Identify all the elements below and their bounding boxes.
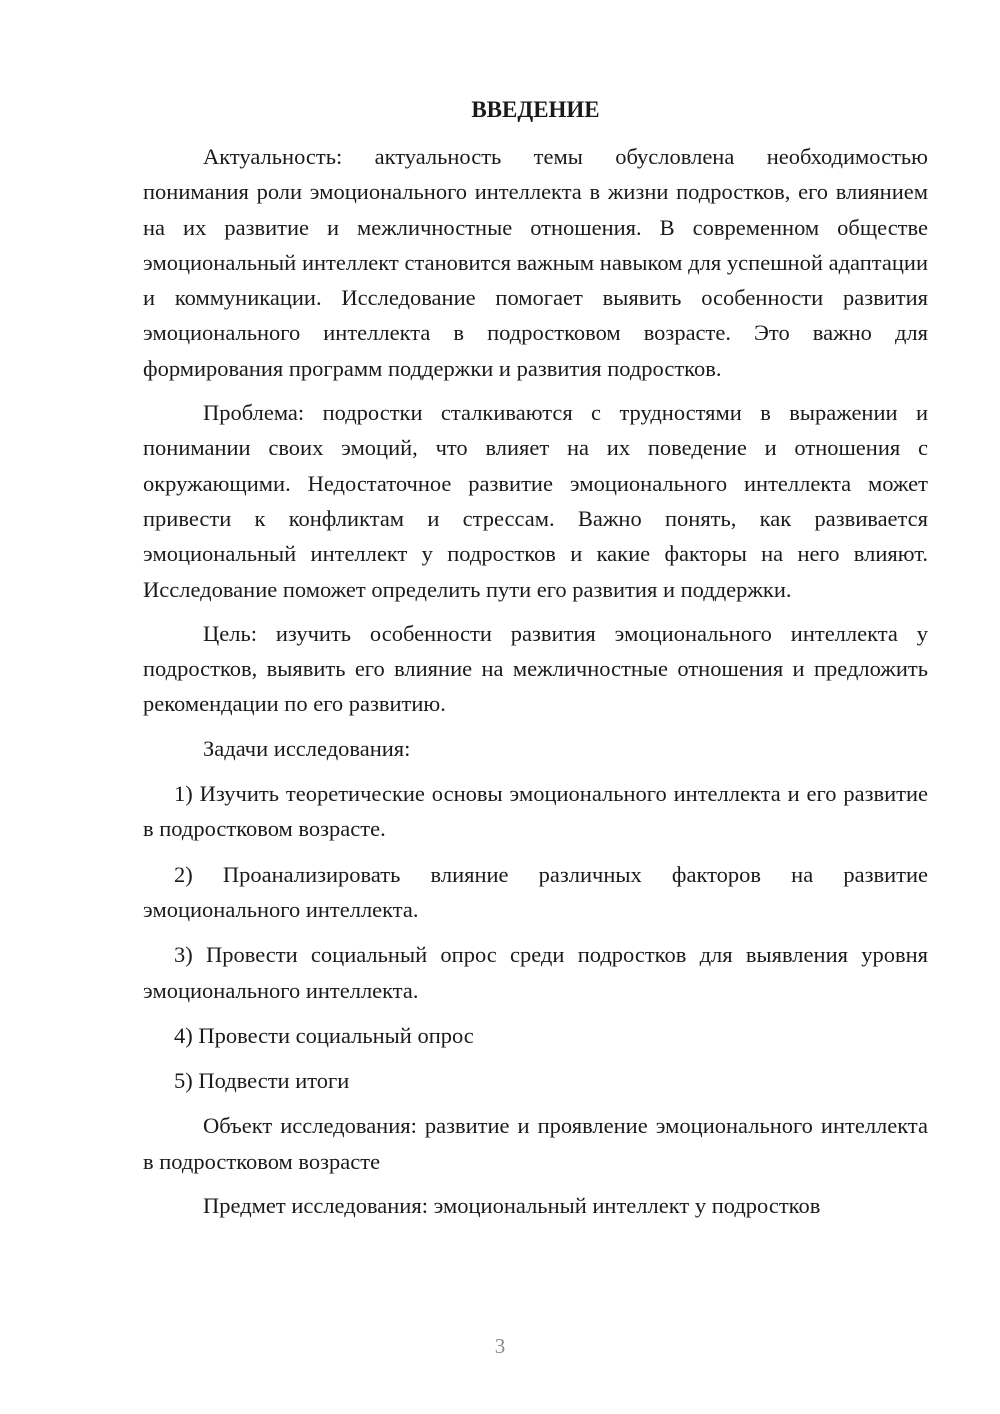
paragraph-goal: Цель: изучить особенности развития эмоционального интеллекта у подростков, выявить его влияние на межличностные отношения и предложить рекомендации по его развитию. [143, 620, 928, 717]
paragraph-relevance: Актуальность: актуальность темы обусловлена необходимостью понимания роли эмоционального интеллекта в жизни подростков, его влиянием на их развитие и межличностные отношения. В современном обществе эмоциональный интеллект становится важным навыком для успешной адаптации и коммуникации. Исследование помогает выявить особенности развития эмоционального интеллекта в подростковом возрасте. Это важно для формирования программ поддержки и развития подростков. [143, 144, 928, 381]
page-number: 3 [494, 1334, 506, 1358]
task-item-1: 1) Изучить теоретические основы эмоционального интеллекта и его развитие в подростковом возрасте. [143, 781, 928, 842]
task-item-5: 5) Подвести итоги [174, 1068, 350, 1094]
document-body [143, 95, 928, 1232]
paragraph-problem: Проблема: подростки сталкиваются с трудностями в выражении и понимании своих эмоций, что влияет на их поведение и отношения с окружающими. Недостаточное развитие эмоционального интеллекта может привести к конфликтам и стрессам. Важно понять, как развивается эмоциональный интеллект у подростков и какие факторы на него влияют. Исследование поможет определить пути его развития и поддержки. [143, 400, 928, 602]
section-heading: ВВЕДЕНИЕ [471, 97, 600, 122]
paragraph-subject: Предмет исследования: эмоциональный интеллект у подростков [203, 1193, 821, 1219]
task-item-4: 4) Провести социальный опрос [174, 1022, 474, 1048]
task-item-3: 3) Провести социальный опрос среди подростков для выявления уровня эмоционального интеллекта. [143, 942, 928, 1003]
tasks-title: Задачи исследования: [203, 735, 411, 761]
paragraph-object: Объект исследования: развитие и проявление эмоционального интеллекта в подростковом возрасте [143, 1113, 928, 1174]
task-item-2: 2) Проанализировать влияние различных факторов на развитие эмоционального интеллекта. [143, 861, 928, 922]
